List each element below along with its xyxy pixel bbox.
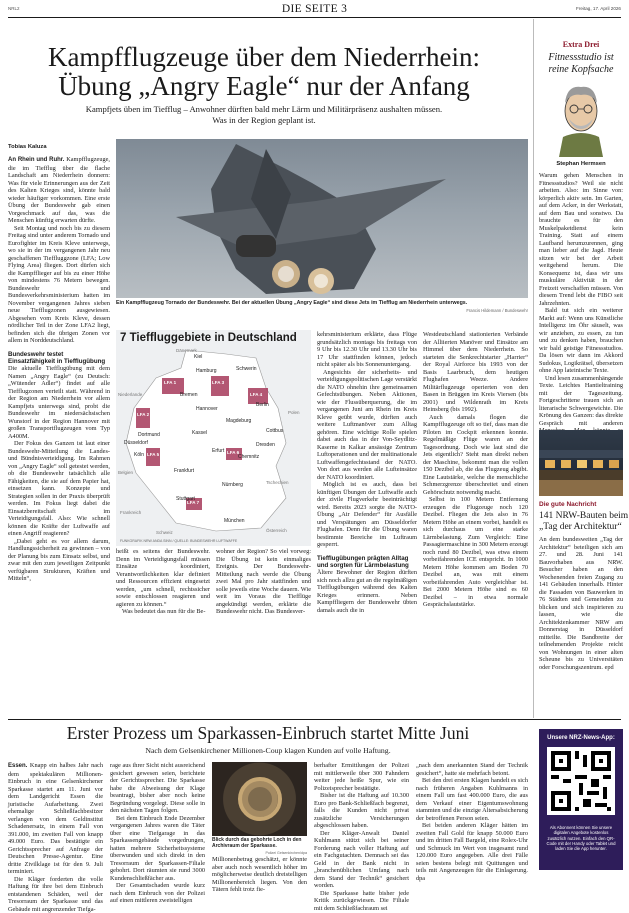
- map-country: Schweiz: [156, 530, 173, 535]
- map-zone-label: LFA 6: [227, 450, 240, 455]
- col4-subheading: Tiefflugübungen prägten Alltag und sorgten für Lärmbelastung: [317, 554, 409, 569]
- main-headline-line-1: Kampfflugzeuge über dem Niederrhein:: [47, 42, 481, 72]
- news-kicker: Die gute Nachricht: [539, 501, 597, 508]
- map-city: Frankfurt: [174, 468, 195, 474]
- map-country: Tschechien: [266, 480, 289, 485]
- col1-paragraph-1: An Rhein und Ruhr. Kampfflugzeuge, die im Tiefflug über die flache Landschaft am Niederrhein donnern: Was für viele Erinnerungen aus der Zeit des Kalten Krieges sind, könnte bald wieder häufiger vorkommen. Eine erste Übung der Bundeswehr gab einen Vorgeschmack auf das, was die Menschen künftig erwarten dürfte.: [8, 156, 110, 224]
- map-zone-label: LFA 2: [137, 412, 150, 417]
- col1-text: [8, 156, 110, 715]
- map-city: Chemnitz: [238, 454, 260, 460]
- col1-paragraph-4: Der Fokus des Ganzen ist laut einer Bundeswehr-Mitteilung die Landes- und Bündnisverteidigung. Im Rahmen von „Angry Eagle“ soll getestet werden, ob die Bundeswehr tatsächlich alle Fähigkeiten, die sie auf dem Papier hat, einsetzen kann. Konzepte und Strategien sollen in der Praxis überprüft werden. Im Fokus liegt dabei die Einsatzbereitschaft im Verteidigungsfall. Also: Wie schnell können die Kräfte der Luftwaffe auf einen Angriff reagieren?: [8, 440, 110, 538]
- col2-bottom-text: heißt es seitens der Bundeswehr. Denn im Verteidigungsfall müssen Einsätze koordiniert, Verantwortlichkeiten klar definiert und Ressourcen effizient eingesetzt werden, „um schnell, rechtssicher sowie entschlossen reagieren und agieren zu können.“ Was bedeutet das nun für die Be-: [116, 548, 210, 615]
- map-city: Dortmund: [138, 432, 160, 438]
- col1-paragraph-5: „Dabei geht es vor allem darum, Handlungssicherheit zu gewinnen – von der Planung bis zum Einsatz selbst, und zwar mit den zum jeweiligen Zeitpunkt verfügbaren Strukturen, Kräften und Mitteln“,: [8, 537, 110, 583]
- map-title: 7 Tieffluggebiete in Deutschland: [120, 332, 297, 344]
- main-subhead-1: Kampfjets üben im Tiefflug – Anwohner dürften bald mehr Lärm und Militärpräsenz aushalten müssen.: [85, 104, 443, 114]
- map-city: Hamburg: [196, 368, 217, 374]
- vault-photo-credit: Polizei Gelsenkirchen/dpa: [265, 851, 307, 855]
- map-country: Österreich: [266, 528, 287, 533]
- building-icon: [539, 430, 623, 496]
- sidebar-title-2: reine Kopfsache: [548, 64, 614, 75]
- sidebar-author: Stephan Hermsen: [556, 161, 606, 167]
- sidebar-text: Warum gehen Menschen in Fitnessstudios? Weil sie nicht arbeiten. Also: im Sinne von: körperlich aktiv sein. Im Garten, auf dem Acker, in der Werkstatt, auf dem Bau und sonstwo. Da brauchte es für den Muskelpaketdienst kein Training. Statt auf einem Laufband herumzurennen, ging man lieber auf die Jagd. Heute sitzen wir bei der Arbeit weitgehend herum. Die Konsequenz ist, dass wir uns muskuläre Aktivität in der Freizeit verschaffen müssen. Von diesem Trend lebt die FIBO seit Jahrzehnten. Bald tut sich ein weiterer Markt auf: Wenn uns Künstliche Intelligenz im Öhr säuselt, was wir anziehen, zu essen, zu tun und zu denken haben, brauchen wir bald geistige Fitnessstudios. Da lösen wir dann im Akkord Sudokus, Logikrätsel, übersetzen ohne App lateinische Texte. Und lesen zusammenhängende Texte. Leichtes Hantieltraining mit der Tageszeitung. Fortgeschrittene trauen sich an literarische Schwergewichte. Die Krönung des Ganzen: das direkte Gespräch mit anderen: [539, 172, 623, 427]
- date-label: Freitag, 17. April 2026: [576, 6, 621, 11]
- map-city: Kiel: [194, 354, 203, 360]
- map-city: München: [224, 518, 245, 524]
- col3-bottom-text: wohner der Region? So viel vorweg: Die Übung ist kein einmaliges Ereignis. Der Bundeswehr-Mitteilung nach werde die Übung zwei Mal pro Jahr stattfinden und solle jeweils eine Woche dauern. Wie weit im Voraus die Tiefflüge angekündigt werden, erklärte die Bundeswehr nicht. Das Bundesver-: [216, 548, 311, 615]
- col1-paragraph-2: Seit Montag und noch bis zu diesem Freitag sind unter anderem Tornado und Eurofighter im Kreis Kleve unterwegs, wo sie in der im vergangenen Jahr neu geschaffenen Tieffluggzone (LFA; Low Flying Area) fliegen. Dort dürfen sich die Kampfflieger auf bis zu einer Höhe von mindestens 76 Metern bewegen. Bundeswehr und Bundesverkehrsministerium hatten im November vergangenen Jahres sieben neue Tiefflugzonen ausgewiesen. Abgesehen vom Kreis Kleve, dessen nördlicher Teil in der Zone LFA2 liegt, befinden sich die übrigen Zonen vor allem in Norddeutschland.: [8, 224, 110, 344]
- map-zone-label: LFA 3: [212, 380, 225, 385]
- sidebar-kicker: Extra Drei: [562, 40, 600, 49]
- news-text: An dem bundesweiten „Tag der Architektur“ beteiligen sich am 27. und 28. Juni 141 Bauvorhaben aus NRW. Besucher haben an den Wochenenden freien Zugang zu 141 Gebäuden innerhalb. Hinter die Fassaden von Bauwerken in 76 Städten und Gemeinden zu blicken und sich inspirieren zu lassen, wie die Architektenkammer NRW am Donnerstag in Düsseldorf mitteilte. Die Bandbreite der teilnehmenden Projekte reicht von Wohnungen in einer alten Scheune bis zu Universitäten oder Forschungszentrum. epd: [539, 536, 623, 671]
- col4-text: kehrsministerium erklärte, dass Flüge grundsätzlich montags bis freitags von 9 Uhr bis 12.30 Uhr und 13.30 Uhr bis 17 Uhr stattfinden können, jedoch nicht später als bis Sonnenuntergang. Angesichts der sicherheits- und verteidigungspolitischen Lage verstärkt die NATO ohnehin ihre gemeinsamen Gefechtsübungen. Neben Aktionen, wie der Flussüberquerung, die im vergangenen Juni am Rhein im Kreis Kleve geübt wurde, dürften auch weitere Luftmanöver zum Alltag gehören. Eine wichtige Rolle spielen dabei auch das in der Von-Seydlitz-Kaserne in Kalkar ansässige Zentrum Luftoperationen und der multinationale Luftwaffengefechtsstand der NATO. Von dort aus werden alle Lufteinsätze der NATO koordiniert. Möglich ist es auch, dass bei künftigen Übungen der Luftwaffe auch der zivile Flugverkehr beeinträchtigt wird. Bereits 2023 sorgte die NATO-Übung „Air Defender“ für Ausfälle und Verspätungen am Düsseldorfer Flughafen. Denn für die Übung waren bestimmte Bereiche im Luftraum gesperrt. Tiefflugübungen prägten Alltag und sorgten für Lärmbelastung Ältere Bewohner der Region dürften sich noch allzu gut an die regelmäßigen Tiefflugübungen während des Kalten Krieges erinnern. Neben Kampffliegern der Bundeswehr übten damals auch die in: [317, 331, 418, 614]
- map-city: Berlin: [256, 402, 269, 408]
- vault-photo-caption: Blick durch das gebohrte Loch in den Archivraum der Sparkasse.: [212, 837, 302, 849]
- main-headline-line-2: Übung „Angry Eagle“ nur der Anfang: [58, 71, 470, 101]
- map-city: Stuttgart: [176, 496, 195, 502]
- map-city: Magdeburg: [226, 418, 252, 424]
- caricature-icon: [545, 79, 617, 157]
- map-city: Düsseldorf: [124, 440, 148, 446]
- photo-caption: Ein Kampfflugzeug Tornado der Bundeswehr. Bei der aktuellen Übung „Angry Eagle“ sind diese Jets im Tiefflug am Niederrhein unterwegs.: [116, 300, 468, 306]
- tornado-jet-icon: [116, 139, 528, 298]
- sidebar-title-1: Fitnessstudio ist: [548, 52, 614, 63]
- header-rule: [8, 17, 621, 18]
- col1-subheading: Bundeswehr testet Einsatzfähigkeit in Tiefflugübung: [8, 350, 106, 365]
- second-col5: „nach dem anerkannten Stand der Technik gesichert“, hatte sie mehrfach betont. Bei den drei ersten Klagen handelt es sich nach früheren Angaben Kuhlmanns in einem Fall um fast 400.000 Euro, die aus dem Verkauf einer Eigentumswohnung stammten und die einzige Altersabsicherung der betroffenen Person seien. Bei beiden anderen Kläger hätten im zweiten Fall Gold für knapp 50.000 Euro und im dritten Fall Bargeld, eine Rolex-Uhr und Schmuck im Wert von insgesamt rund 120.000 Euro angegeben. Alle drei Fälle seien bestens belegt mit Quittungen und teils mit Angenzeugen für die Einlagerung. dpa: [416, 762, 528, 882]
- map-city: Nürnberg: [222, 482, 243, 488]
- author-illustration: [545, 79, 617, 157]
- map-country: Frankreich: [120, 510, 142, 515]
- main-subhead-2: Was in der Region geplant ist.: [212, 115, 316, 125]
- second-col4: berhafter Ermittlungen der Polizei mit mittlerweile über 300 Fahndern weiter jede heiße Spur, wie ein Polizeisprecher bestätigte. Bisher ist die Haftung auf 10.300 Euro pro Bank-Schließfach begrenzt, falls die Kunden nicht privat zusätzliche Versicherungen abgeschlossen haben. Der Kläger-Anwalt Daniel Kuhlmann stützt sich bei seiner Forderung nach voller Haftung auf ein Fachgutachten. Demnach sei das Geld in der Bank nicht in „branchenüblichen Umfang nach dem Stand der Technik“ gesichert worden. Die Sparkasse hatte bisher jede Kritik zurückgewiesen. Die Filiale mit dem Schließfachraum sei: [314, 762, 409, 912]
- second-headline: Erster Prozess um Sparkassen-Einbruch startet Mitte Juni: [66, 723, 470, 743]
- map-city: Kassel: [192, 430, 208, 436]
- map-zone-label: LFA 7: [187, 500, 200, 505]
- second-subhead: Nach dem Gelsenkirchener Millionen-Coup klagen Kunden auf volle Haftung.: [145, 746, 391, 755]
- edition-label: NRL2: [8, 6, 20, 11]
- map-city: Erfurt: [212, 448, 225, 454]
- section-title: DIE SEITE 3: [281, 3, 348, 15]
- map-city: Dresden: [256, 442, 275, 448]
- section-rule: [8, 719, 621, 720]
- map-country: Polen: [288, 410, 300, 415]
- map-city: Köln: [134, 452, 145, 458]
- second-col1: Essen. Knapp ein halbes Jahr nach dem spektakulären Millionen-Einbruch in eine Gelsenkirchener Sparkasse startet am 11. Juni vor dem Landgericht Essen die juristische Aufarbeitung. Zwei ehemalige Schließfachbesitzer verlangen von dem Geldinstitut Schadenersatz, in einem Fall von 391.000, im zweiten Fall von knapp 49.000 Euro. Das bestätigte ein Gerichtssprecher auf Anfrage der Deutschen Presse-Agentur. Eine dritte Zivilklage ist für den 9. Juli terminiert. Die Kläger forderten die volle Haftung für ihre bei dem Einbruch entstandenen Schäden, weil der Tresorraum der Sparkasse und das Gebäude mit angrenzender Tiefga-: [8, 762, 103, 913]
- qr-code-icon: [547, 747, 615, 815]
- news-title-1: 141 NRW-Bauten beim: [539, 511, 629, 521]
- app-ad-box[interactable]: [539, 729, 623, 870]
- map-zone-label: LFA 1: [164, 380, 177, 385]
- map-city: Hannover: [196, 406, 218, 412]
- jet-photo: [116, 139, 528, 298]
- map-zone-label: LFA 4: [250, 392, 263, 397]
- map-credit: FUNKGRAFIK NRW ANDA SINN / QUELLE: BUNDESWEHR LUFTWAFFE: [120, 539, 238, 543]
- news-title-2: „Tag der Architektur“: [539, 522, 622, 532]
- map-country: Belgien: [118, 470, 134, 475]
- architecture-photo: [539, 430, 623, 496]
- second-col2: rage aus ihrer Sicht nicht ausreichend gesichert gewesen seien, berichtete der Gerichtssprecher. Die Sparkasse habe die Abweisung der Klage beantragt, bisher aber noch keine Begründung vorgelegt. Diese solle in den nächsten Tagen folgen. Bei dem Einbruch Ende Dezember vergangenen Jahres waren die Täter über eine Tiefgarage in das Sparkassengebäude vorgedrungen, hatten mehrere Sicherheitssysteme überwunden und sich direkt in den Tresorraum der Sparkassen-Filiale gebohrt. Dort räumten sie rund 3000 Kundenschließfächer aus. Der Gesamtschaden wurde kurz nach dem Einbruch von der Polizei auf einen mittleren zweistelligen: [110, 762, 205, 904]
- map-city: Schwerin: [236, 366, 257, 372]
- author-byline: Tobias Kaluza: [8, 144, 47, 150]
- qr-code[interactable]: [547, 747, 615, 815]
- photo-credit: Francis Hildemann / Bundeswehr: [466, 308, 528, 313]
- vault-photo: [212, 762, 307, 836]
- app-ad-text: Als Abonnent können Sie unsere digitalen Angebote kostenlos zusätzlich nutzen. Einfach den QR-Code mit der Handy oder Tablet und laden Sie die App herunter.: [546, 825, 616, 852]
- map-country: Niederlande: [118, 392, 143, 397]
- map-city: Bremen: [180, 392, 198, 398]
- second-col3: Millionenbetrag geschätzt, er könnte aber auch noch wesentlich höher im möglicherweise deutlich dreistelligen Millionenbereich liegen. Von den Tätern fehlt trotz fie-: [212, 856, 307, 893]
- col5-text: Westdeutschland stationierten Verbände der Alliierten Manöver und Einsätze am Himmel über dem Niederrhein. So starteten die Senkrechtstarter „Harrier“ der Royal Airforce bis 1993 von der Basis Laarbruch, dem heutigen Flughafen Weeze. Andere Militärflugzeuge operierten von den Basen in Brüggen im Kreis Viersen (bis 2001) und Wildenrath im Kreis Heinsberg (bis 1992). Auch damals flogen die Kampfflugzeuge oft so tief, dass man die Piloten im Cockpit erkennen konnte. Regelmäßige Flüge waren an der Tagesordnung. Doch wie laut sind die Jets eigentlich? Steht man direkt neben der Maschine, bekommt man die vollen 150 Dezibel ab, die das Flugzeug abgibt. Eine Lautstärke, welche die menschliche Schmerzgrenze überschreitet und einen Gehörschutz notwendig macht. Selbst in 100 Metern Entfernung erzeugen die Flugzeuge noch 120 Dezibel. Fliegen die Jets also in 76 Metern Höhe an einem vorbei, handelt es sich durchaus um eine starke Lärmbelastung. Zum Vergleich: Eine Passagiermaschine in 300 Metern erzeugt noch rund 80 Dezibel, was etwa einem vorbeifahrenden ICE entspricht. In 1000 Metern Höhe kommen am Boden 70 Dezibel an, was mit einem vorbeifahrenden Auto vergleichbar ist. Bei 2000 Metern Höhe sind es 60 Dezibel – in etwa normale Gesprächslautstärke.: [423, 331, 528, 608]
- app-ad-title: Unsere NRZ-News-App:: [547, 735, 615, 741]
- map-city: Cottbus: [266, 428, 284, 434]
- map-zone-label: LFA 5: [147, 452, 160, 457]
- map-graphic: [116, 330, 311, 546]
- drill-hole-icon: [212, 762, 307, 836]
- col1-paragraph-3: Die aktuelle Tiefflugübung mit dem Namen „Angry Eagle“ (zu Deutsch: „Wütender Adler“) findet auf alle Tiefflugzonen verteilt statt. Während in der Region am Niederrhein vor allem Kampfjets unterwegs sind, probt die Bundeswehr im niedersächsischen Wunstorf in der Region Hannover mit großen Transportflugzeugen vom Typ A400M.: [8, 365, 110, 440]
- sidebar-divider: [533, 19, 534, 718]
- map-country: Dänemark: [176, 348, 197, 353]
